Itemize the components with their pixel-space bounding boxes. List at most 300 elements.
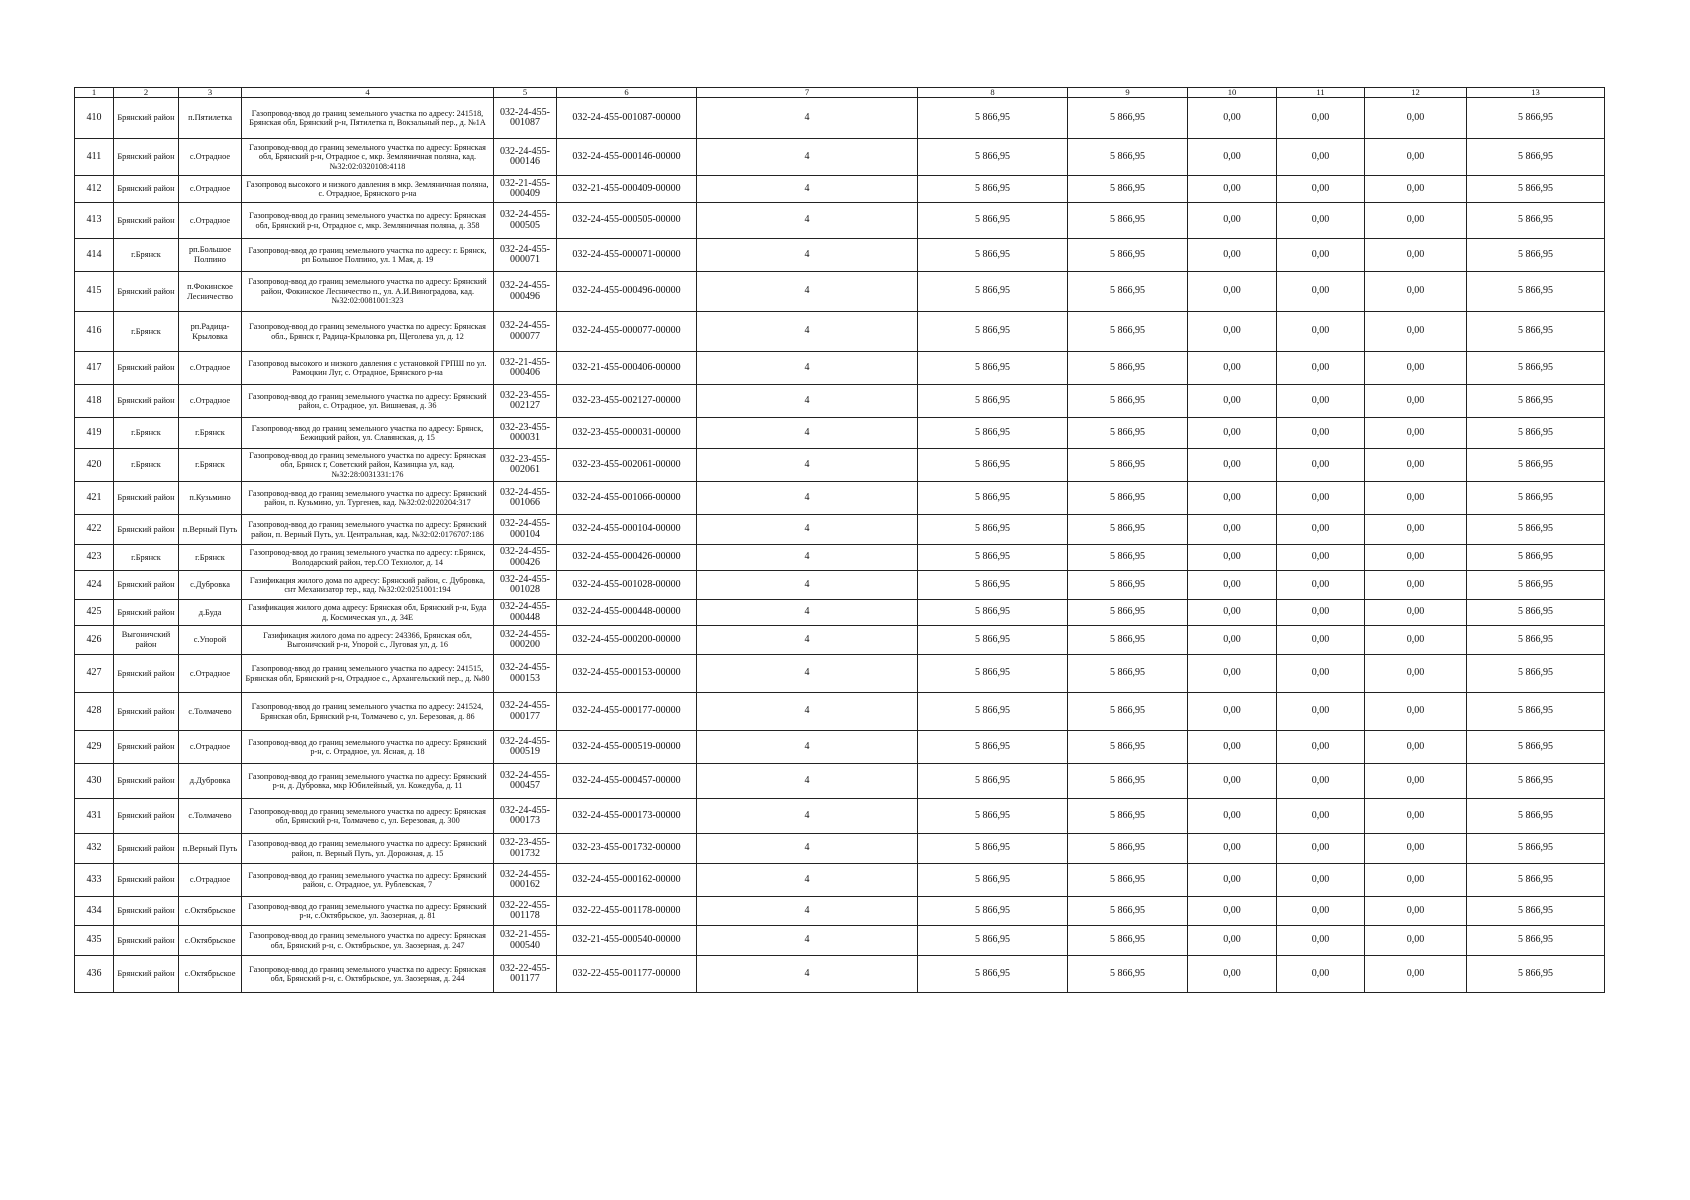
cell-row-number: 424 bbox=[75, 571, 114, 600]
cell-category: 4 bbox=[697, 385, 918, 418]
cell-amount-col12: 0,00 bbox=[1365, 764, 1467, 799]
table-row bbox=[75, 418, 1605, 449]
column-number-9: 9 bbox=[1068, 88, 1188, 98]
cell-amount-col12: 0,00 bbox=[1365, 693, 1467, 731]
cell-settlement: п.Фокинское Лесничество bbox=[179, 272, 242, 312]
cell-amount-col10: 0,00 bbox=[1188, 545, 1277, 571]
cell-district: Брянский район bbox=[114, 926, 179, 956]
cell-amount-col10: 0,00 bbox=[1188, 571, 1277, 600]
cell-amount-col12: 0,00 bbox=[1365, 600, 1467, 626]
cell-full-code: 032-24-455-001066-00000 bbox=[557, 482, 697, 515]
table-row bbox=[75, 98, 1605, 139]
cell-district: Брянский район bbox=[114, 600, 179, 626]
cell-amount-final: 5 866,95 bbox=[1467, 98, 1605, 139]
cell-amount-col11: 0,00 bbox=[1277, 926, 1365, 956]
cell-amount-paid: 5 866,95 bbox=[1068, 600, 1188, 626]
cell-district: Брянский район bbox=[114, 655, 179, 693]
table-row bbox=[75, 385, 1605, 418]
cell-amount-paid: 5 866,95 bbox=[1068, 482, 1188, 515]
cell-amount-col12: 0,00 bbox=[1365, 834, 1467, 864]
table-row bbox=[75, 515, 1605, 545]
cell-full-code: 032-24-455-000104-00000 bbox=[557, 515, 697, 545]
cell-amount-col10: 0,00 bbox=[1188, 926, 1277, 956]
cell-amount-col11: 0,00 bbox=[1277, 385, 1365, 418]
cell-amount-col12: 0,00 bbox=[1365, 897, 1467, 926]
table-row bbox=[75, 571, 1605, 600]
cell-amount-final: 5 866,95 bbox=[1467, 600, 1605, 626]
table-header bbox=[75, 88, 1605, 98]
cell-settlement: рп.Большое Полпино bbox=[179, 239, 242, 272]
cell-district: г.Брянск bbox=[114, 545, 179, 571]
cell-amount-total: 5 866,95 bbox=[918, 239, 1068, 272]
cell-full-code: 032-24-455-000071-00000 bbox=[557, 239, 697, 272]
cell-row-number: 429 bbox=[75, 731, 114, 764]
cell-amount-final: 5 866,95 bbox=[1467, 176, 1605, 203]
cell-row-number: 427 bbox=[75, 655, 114, 693]
cell-full-code: 032-21-455-000409-00000 bbox=[557, 176, 697, 203]
cell-amount-paid: 5 866,95 bbox=[1068, 834, 1188, 864]
cell-amount-final: 5 866,95 bbox=[1467, 834, 1605, 864]
cell-object-code: 032-24-455-000496 bbox=[494, 272, 557, 312]
cell-amount-col12: 0,00 bbox=[1365, 418, 1467, 449]
cell-object-description: Газопровод-ввод до границ земельного участка по адресу: Брянская обл, Брянский р-н, с. Октябрьское, ул. Заозерная, д. 244 bbox=[242, 956, 494, 993]
cell-category: 4 bbox=[697, 515, 918, 545]
cell-district: г.Брянск bbox=[114, 449, 179, 482]
cell-category: 4 bbox=[697, 352, 918, 385]
cell-settlement: с.Октябрьское bbox=[179, 956, 242, 993]
cell-full-code: 032-23-455-000031-00000 bbox=[557, 418, 697, 449]
cell-amount-col12: 0,00 bbox=[1365, 956, 1467, 993]
cell-settlement: г.Брянск bbox=[179, 449, 242, 482]
cell-object-code: 032-24-455-000457 bbox=[494, 764, 557, 799]
cell-object-code: 032-22-455-001178 bbox=[494, 897, 557, 926]
cell-object-code: 032-24-455-000162 bbox=[494, 864, 557, 897]
cell-category: 4 bbox=[697, 176, 918, 203]
cell-amount-col11: 0,00 bbox=[1277, 418, 1365, 449]
cell-object-code: 032-24-455-000071 bbox=[494, 239, 557, 272]
cell-settlement: рп.Радица-Крыловка bbox=[179, 312, 242, 352]
cell-amount-col11: 0,00 bbox=[1277, 764, 1365, 799]
cell-category: 4 bbox=[697, 418, 918, 449]
cell-object-description: Газопровод-ввод до границ земельного участка по адресу: Брянск, Бежицкий район, ул. Славянская, д. 15 bbox=[242, 418, 494, 449]
cell-object-description: Газопровод-ввод до границ земельного участка по адресу: 241518, Брянская обл, Брянский р-н, Пятилетка п, Вокзальный пер., д. №1А bbox=[242, 98, 494, 139]
table-row bbox=[75, 834, 1605, 864]
cell-row-number: 421 bbox=[75, 482, 114, 515]
cell-amount-paid: 5 866,95 bbox=[1068, 571, 1188, 600]
cell-object-description: Газопровод-ввод до границ земельного участка по адресу: Брянский р-н, с. Отрадное, ул. Ясная, д. 18 bbox=[242, 731, 494, 764]
cell-amount-total: 5 866,95 bbox=[918, 600, 1068, 626]
cell-amount-col10: 0,00 bbox=[1188, 600, 1277, 626]
cell-full-code: 032-24-455-000457-00000 bbox=[557, 764, 697, 799]
cell-object-description: Газопровод-ввод до границ земельного участка по адресу: 241515, Брянская обл, Брянский р-н, Отрадное с., Архангельский пер., д. №80 bbox=[242, 655, 494, 693]
cell-object-description: Газификация жилого дома адресу: Брянская обл, Брянский р-н, Буда д, Космическая ул., д. 34Е bbox=[242, 600, 494, 626]
cell-object-code: 032-24-455-000146 bbox=[494, 139, 557, 176]
cell-district: Брянский район bbox=[114, 139, 179, 176]
cell-amount-final: 5 866,95 bbox=[1467, 864, 1605, 897]
cell-category: 4 bbox=[697, 956, 918, 993]
cell-category: 4 bbox=[697, 203, 918, 239]
cell-amount-col11: 0,00 bbox=[1277, 272, 1365, 312]
cell-settlement: с.Отрадное bbox=[179, 385, 242, 418]
cell-row-number: 410 bbox=[75, 98, 114, 139]
cell-settlement: г.Брянск bbox=[179, 545, 242, 571]
cell-amount-col11: 0,00 bbox=[1277, 864, 1365, 897]
cell-amount-paid: 5 866,95 bbox=[1068, 799, 1188, 834]
cell-object-description: Газопровод-ввод до границ земельного участка по адресу: Брянский р-н, д. Дубровка, мкр Юбилейный, ул. Кожедуба, д. 11 bbox=[242, 764, 494, 799]
cell-row-number: 433 bbox=[75, 864, 114, 897]
column-number-2: 2 bbox=[114, 88, 179, 98]
cell-category: 4 bbox=[697, 571, 918, 600]
column-number-7: 7 bbox=[697, 88, 918, 98]
cell-full-code: 032-24-455-000448-00000 bbox=[557, 600, 697, 626]
cell-object-code: 032-24-455-000153 bbox=[494, 655, 557, 693]
cell-amount-total: 5 866,95 bbox=[918, 731, 1068, 764]
cell-amount-final: 5 866,95 bbox=[1467, 418, 1605, 449]
cell-district: Брянский район bbox=[114, 203, 179, 239]
cell-category: 4 bbox=[697, 139, 918, 176]
cell-amount-col10: 0,00 bbox=[1188, 897, 1277, 926]
cell-amount-paid: 5 866,95 bbox=[1068, 626, 1188, 655]
cell-amount-col12: 0,00 bbox=[1365, 312, 1467, 352]
cell-amount-final: 5 866,95 bbox=[1467, 956, 1605, 993]
cell-amount-final: 5 866,95 bbox=[1467, 239, 1605, 272]
cell-amount-col12: 0,00 bbox=[1365, 626, 1467, 655]
cell-object-description: Газопровод-ввод до границ земельного участка по адресу: Брянский район, п. Верный Путь, ул. Центральная, кад. №32:02:0176707:186 bbox=[242, 515, 494, 545]
cell-object-code: 032-24-455-000426 bbox=[494, 545, 557, 571]
cell-settlement: п.Пятилетка bbox=[179, 98, 242, 139]
cell-category: 4 bbox=[697, 98, 918, 139]
table-row bbox=[75, 731, 1605, 764]
cell-amount-final: 5 866,95 bbox=[1467, 571, 1605, 600]
cell-amount-col12: 0,00 bbox=[1365, 515, 1467, 545]
cell-district: Брянский район bbox=[114, 834, 179, 864]
cell-full-code: 032-24-455-000146-00000 bbox=[557, 139, 697, 176]
cell-amount-total: 5 866,95 bbox=[918, 176, 1068, 203]
cell-settlement: с.Отрадное bbox=[179, 731, 242, 764]
cell-amount-col12: 0,00 bbox=[1365, 176, 1467, 203]
cell-settlement: д.Буда bbox=[179, 600, 242, 626]
cell-amount-paid: 5 866,95 bbox=[1068, 897, 1188, 926]
cell-amount-col11: 0,00 bbox=[1277, 731, 1365, 764]
cell-district: Брянский район bbox=[114, 864, 179, 897]
table-row bbox=[75, 176, 1605, 203]
table-row bbox=[75, 272, 1605, 312]
cell-amount-total: 5 866,95 bbox=[918, 352, 1068, 385]
cell-amount-final: 5 866,95 bbox=[1467, 926, 1605, 956]
cell-amount-total: 5 866,95 bbox=[918, 139, 1068, 176]
cell-object-description: Газопровод-ввод до границ земельного участка по адресу: Брянская обл, Брянск г, Советский район, Казинцна ул, кад. №32:28:0031331:176 bbox=[242, 449, 494, 482]
cell-amount-col12: 0,00 bbox=[1365, 926, 1467, 956]
cell-object-description: Газопровод-ввод до границ земельного участка по адресу: Брянская обл, Брянский р-н, с. Октябрьское, ул. Заозерная, д. 247 bbox=[242, 926, 494, 956]
cell-object-description: Газопровод-ввод до границ земельного участка по адресу: Брянский район, с. Отрадное, ул. Вишневая, д. 36 bbox=[242, 385, 494, 418]
cell-amount-col11: 0,00 bbox=[1277, 600, 1365, 626]
cell-settlement: с.Упорой bbox=[179, 626, 242, 655]
cell-full-code: 032-23-455-001732-00000 bbox=[557, 834, 697, 864]
cell-amount-final: 5 866,95 bbox=[1467, 799, 1605, 834]
cell-amount-paid: 5 866,95 bbox=[1068, 312, 1188, 352]
cell-category: 4 bbox=[697, 864, 918, 897]
cell-district: г.Брянск bbox=[114, 312, 179, 352]
cell-row-number: 428 bbox=[75, 693, 114, 731]
cell-amount-final: 5 866,95 bbox=[1467, 655, 1605, 693]
cell-amount-paid: 5 866,95 bbox=[1068, 239, 1188, 272]
cell-row-number: 430 bbox=[75, 764, 114, 799]
cell-amount-col11: 0,00 bbox=[1277, 626, 1365, 655]
cell-amount-col11: 0,00 bbox=[1277, 203, 1365, 239]
cell-amount-total: 5 866,95 bbox=[918, 897, 1068, 926]
cell-object-code: 032-24-455-000077 bbox=[494, 312, 557, 352]
cell-full-code: 032-23-455-002061-00000 bbox=[557, 449, 697, 482]
cell-amount-col10: 0,00 bbox=[1188, 239, 1277, 272]
cell-object-code: 032-24-455-000505 bbox=[494, 203, 557, 239]
cell-object-description: Газопровод-ввод до границ земельного участка по адресу: 241524, Брянская обл, Брянский р-н, Толмачево с, ул. Березовая, д. 86 bbox=[242, 693, 494, 731]
cell-settlement: с.Толмачево bbox=[179, 799, 242, 834]
cell-row-number: 425 bbox=[75, 600, 114, 626]
cell-object-code: 032-21-455-000540 bbox=[494, 926, 557, 956]
cell-object-description: Газификация жилого дома по адресу: Брянский район, с. Дубровка, снт Механизатор тер., кад. №32:02:0251001:194 bbox=[242, 571, 494, 600]
cell-settlement: с.Отрадное bbox=[179, 139, 242, 176]
cell-amount-col10: 0,00 bbox=[1188, 626, 1277, 655]
table-row bbox=[75, 956, 1605, 993]
cell-district: Брянский район bbox=[114, 799, 179, 834]
cell-district: г.Брянск bbox=[114, 418, 179, 449]
cell-amount-total: 5 866,95 bbox=[918, 764, 1068, 799]
cell-category: 4 bbox=[697, 482, 918, 515]
cell-category: 4 bbox=[697, 600, 918, 626]
table-row bbox=[75, 545, 1605, 571]
cell-object-code: 032-24-455-001066 bbox=[494, 482, 557, 515]
cell-amount-col11: 0,00 bbox=[1277, 834, 1365, 864]
cell-full-code: 032-24-455-001028-00000 bbox=[557, 571, 697, 600]
cell-amount-final: 5 866,95 bbox=[1467, 731, 1605, 764]
cell-amount-col10: 0,00 bbox=[1188, 203, 1277, 239]
cell-amount-col12: 0,00 bbox=[1365, 272, 1467, 312]
cell-object-code: 032-21-455-000406 bbox=[494, 352, 557, 385]
cell-district: Выгоничский район bbox=[114, 626, 179, 655]
cell-district: Брянский район bbox=[114, 897, 179, 926]
cell-amount-col11: 0,00 bbox=[1277, 693, 1365, 731]
cell-full-code: 032-22-455-001178-00000 bbox=[557, 897, 697, 926]
cell-amount-col11: 0,00 bbox=[1277, 312, 1365, 352]
cell-amount-col11: 0,00 bbox=[1277, 571, 1365, 600]
cell-row-number: 418 bbox=[75, 385, 114, 418]
cell-amount-col10: 0,00 bbox=[1188, 449, 1277, 482]
table-row bbox=[75, 600, 1605, 626]
cell-amount-final: 5 866,95 bbox=[1467, 626, 1605, 655]
cell-row-number: 419 bbox=[75, 418, 114, 449]
cell-amount-col11: 0,00 bbox=[1277, 545, 1365, 571]
column-number-10: 10 bbox=[1188, 88, 1277, 98]
cell-amount-col10: 0,00 bbox=[1188, 731, 1277, 764]
cell-amount-paid: 5 866,95 bbox=[1068, 764, 1188, 799]
cell-amount-col11: 0,00 bbox=[1277, 352, 1365, 385]
cell-amount-paid: 5 866,95 bbox=[1068, 418, 1188, 449]
cell-amount-paid: 5 866,95 bbox=[1068, 864, 1188, 897]
cell-amount-col11: 0,00 bbox=[1277, 449, 1365, 482]
column-number-8: 8 bbox=[918, 88, 1068, 98]
cell-amount-paid: 5 866,95 bbox=[1068, 515, 1188, 545]
cell-category: 4 bbox=[697, 626, 918, 655]
cell-amount-col12: 0,00 bbox=[1365, 799, 1467, 834]
cell-category: 4 bbox=[697, 799, 918, 834]
cell-full-code: 032-21-455-000540-00000 bbox=[557, 926, 697, 956]
cell-district: Брянский район bbox=[114, 385, 179, 418]
cell-settlement: г.Брянск bbox=[179, 418, 242, 449]
table-row bbox=[75, 926, 1605, 956]
cell-category: 4 bbox=[697, 655, 918, 693]
column-number-11: 11 bbox=[1277, 88, 1365, 98]
cell-category: 4 bbox=[697, 239, 918, 272]
cell-amount-col11: 0,00 bbox=[1277, 176, 1365, 203]
cell-row-number: 415 bbox=[75, 272, 114, 312]
cell-object-description: Газопровод-ввод до границ земельного участка по адресу: Брянская обл, Брянский р-н, Отрадное с, мкр. Земляничная поляна, д. 358 bbox=[242, 203, 494, 239]
cell-full-code: 032-24-455-001087-00000 bbox=[557, 98, 697, 139]
cell-amount-col11: 0,00 bbox=[1277, 799, 1365, 834]
cell-object-code: 032-23-455-002127 bbox=[494, 385, 557, 418]
cell-amount-paid: 5 866,95 bbox=[1068, 203, 1188, 239]
column-number-3: 3 bbox=[179, 88, 242, 98]
cell-full-code: 032-21-455-000406-00000 bbox=[557, 352, 697, 385]
cell-amount-col12: 0,00 bbox=[1365, 655, 1467, 693]
cell-settlement: с.Отрадное bbox=[179, 655, 242, 693]
cell-amount-total: 5 866,95 bbox=[918, 693, 1068, 731]
cell-full-code: 032-24-455-000177-00000 bbox=[557, 693, 697, 731]
cell-amount-col10: 0,00 bbox=[1188, 482, 1277, 515]
cell-amount-final: 5 866,95 bbox=[1467, 272, 1605, 312]
cell-row-number: 435 bbox=[75, 926, 114, 956]
cell-amount-col10: 0,00 bbox=[1188, 98, 1277, 139]
cell-amount-col11: 0,00 bbox=[1277, 98, 1365, 139]
cell-full-code: 032-22-455-001177-00000 bbox=[557, 956, 697, 993]
cell-amount-final: 5 866,95 bbox=[1467, 515, 1605, 545]
cell-amount-col12: 0,00 bbox=[1365, 545, 1467, 571]
cell-amount-total: 5 866,95 bbox=[918, 799, 1068, 834]
cell-amount-paid: 5 866,95 bbox=[1068, 926, 1188, 956]
cell-amount-final: 5 866,95 bbox=[1467, 449, 1605, 482]
cell-row-number: 423 bbox=[75, 545, 114, 571]
cell-category: 4 bbox=[697, 272, 918, 312]
cell-amount-col11: 0,00 bbox=[1277, 139, 1365, 176]
cell-amount-paid: 5 866,95 bbox=[1068, 272, 1188, 312]
cell-settlement: с.Отрадное bbox=[179, 864, 242, 897]
cell-amount-paid: 5 866,95 bbox=[1068, 176, 1188, 203]
cell-category: 4 bbox=[697, 764, 918, 799]
cell-district: г.Брянск bbox=[114, 239, 179, 272]
cell-row-number: 431 bbox=[75, 799, 114, 834]
cell-amount-final: 5 866,95 bbox=[1467, 139, 1605, 176]
cell-amount-col12: 0,00 bbox=[1365, 385, 1467, 418]
cell-full-code: 032-24-455-000200-00000 bbox=[557, 626, 697, 655]
cell-amount-col10: 0,00 bbox=[1188, 418, 1277, 449]
table-row bbox=[75, 693, 1605, 731]
cell-settlement: с.Отрадное bbox=[179, 352, 242, 385]
cell-district: Брянский район bbox=[114, 731, 179, 764]
cell-row-number: 436 bbox=[75, 956, 114, 993]
table-row bbox=[75, 352, 1605, 385]
cell-category: 4 bbox=[697, 693, 918, 731]
cell-amount-total: 5 866,95 bbox=[918, 864, 1068, 897]
table-row bbox=[75, 203, 1605, 239]
cell-district: Брянский район bbox=[114, 693, 179, 731]
column-number-row bbox=[75, 88, 1605, 98]
cell-amount-paid: 5 866,95 bbox=[1068, 545, 1188, 571]
cell-district: Брянский район bbox=[114, 571, 179, 600]
cell-amount-col10: 0,00 bbox=[1188, 176, 1277, 203]
cell-amount-col12: 0,00 bbox=[1365, 203, 1467, 239]
cell-amount-col11: 0,00 bbox=[1277, 655, 1365, 693]
cell-object-code: 032-21-455-000409 bbox=[494, 176, 557, 203]
cell-district: Брянский район bbox=[114, 956, 179, 993]
cell-object-description: Газопровод-ввод до границ земельного участка по адресу: Брянская обл., Брянск г, Радица-Крыловка рп, Щеголева ул, д. 12 bbox=[242, 312, 494, 352]
cell-amount-col10: 0,00 bbox=[1188, 515, 1277, 545]
cell-amount-col12: 0,00 bbox=[1365, 731, 1467, 764]
cell-full-code: 032-24-455-000162-00000 bbox=[557, 864, 697, 897]
cell-amount-paid: 5 866,95 bbox=[1068, 385, 1188, 418]
cell-category: 4 bbox=[697, 312, 918, 352]
cell-amount-col10: 0,00 bbox=[1188, 139, 1277, 176]
cell-amount-col10: 0,00 bbox=[1188, 272, 1277, 312]
cell-amount-final: 5 866,95 bbox=[1467, 312, 1605, 352]
cell-amount-col11: 0,00 bbox=[1277, 239, 1365, 272]
cell-object-description: Газопровод-ввод до границ земельного участка по адресу: г. Брянск, рп Большое Полпино, ул. 1 Мая, д. 19 bbox=[242, 239, 494, 272]
cell-amount-col10: 0,00 bbox=[1188, 764, 1277, 799]
cell-settlement: с.Октябрьское bbox=[179, 897, 242, 926]
cell-amount-total: 5 866,95 bbox=[918, 655, 1068, 693]
table-row bbox=[75, 799, 1605, 834]
cell-row-number: 432 bbox=[75, 834, 114, 864]
cell-object-description: Газопровод высокого и низкого давления с установкой ГРПШ по ул. Рамоцкин Луг, с. Отрадное, Брянского р-на bbox=[242, 352, 494, 385]
cell-amount-col11: 0,00 bbox=[1277, 897, 1365, 926]
column-number-1: 1 bbox=[75, 88, 114, 98]
cell-full-code: 032-24-455-000173-00000 bbox=[557, 799, 697, 834]
cell-amount-col10: 0,00 bbox=[1188, 655, 1277, 693]
cell-object-code: 032-22-455-001177 bbox=[494, 956, 557, 993]
cell-amount-final: 5 866,95 bbox=[1467, 352, 1605, 385]
cell-object-code: 032-23-455-001732 bbox=[494, 834, 557, 864]
cell-amount-total: 5 866,95 bbox=[918, 418, 1068, 449]
cell-district: Брянский район bbox=[114, 272, 179, 312]
cell-amount-paid: 5 866,95 bbox=[1068, 98, 1188, 139]
cell-amount-total: 5 866,95 bbox=[918, 203, 1068, 239]
cell-category: 4 bbox=[697, 545, 918, 571]
cell-row-number: 412 bbox=[75, 176, 114, 203]
cell-amount-paid: 5 866,95 bbox=[1068, 731, 1188, 764]
cell-settlement: п.Верный Путь bbox=[179, 515, 242, 545]
cell-full-code: 032-23-455-002127-00000 bbox=[557, 385, 697, 418]
cell-amount-col10: 0,00 bbox=[1188, 956, 1277, 993]
cell-amount-col10: 0,00 bbox=[1188, 312, 1277, 352]
cell-amount-final: 5 866,95 bbox=[1467, 482, 1605, 515]
cell-amount-col10: 0,00 bbox=[1188, 864, 1277, 897]
cell-amount-paid: 5 866,95 bbox=[1068, 655, 1188, 693]
table-row bbox=[75, 482, 1605, 515]
cell-row-number: 422 bbox=[75, 515, 114, 545]
cell-category: 4 bbox=[697, 449, 918, 482]
cell-object-description: Газопровод-ввод до границ земельного участка по адресу: Брянский район, Фокинское Лесничество п., ул. А.И.Виноградова, кад. №32:02:0081001:323 bbox=[242, 272, 494, 312]
cell-settlement: д.Дубровка bbox=[179, 764, 242, 799]
table-body bbox=[75, 98, 1605, 993]
cell-settlement: с.Отрадное bbox=[179, 176, 242, 203]
cell-amount-total: 5 866,95 bbox=[918, 515, 1068, 545]
cell-row-number: 413 bbox=[75, 203, 114, 239]
cell-district: Брянский район bbox=[114, 176, 179, 203]
cell-category: 4 bbox=[697, 834, 918, 864]
cell-amount-col12: 0,00 bbox=[1365, 571, 1467, 600]
cell-amount-paid: 5 866,95 bbox=[1068, 956, 1188, 993]
table-row bbox=[75, 655, 1605, 693]
cell-settlement: с.Отрадное bbox=[179, 203, 242, 239]
cell-object-code: 032-24-455-000200 bbox=[494, 626, 557, 655]
